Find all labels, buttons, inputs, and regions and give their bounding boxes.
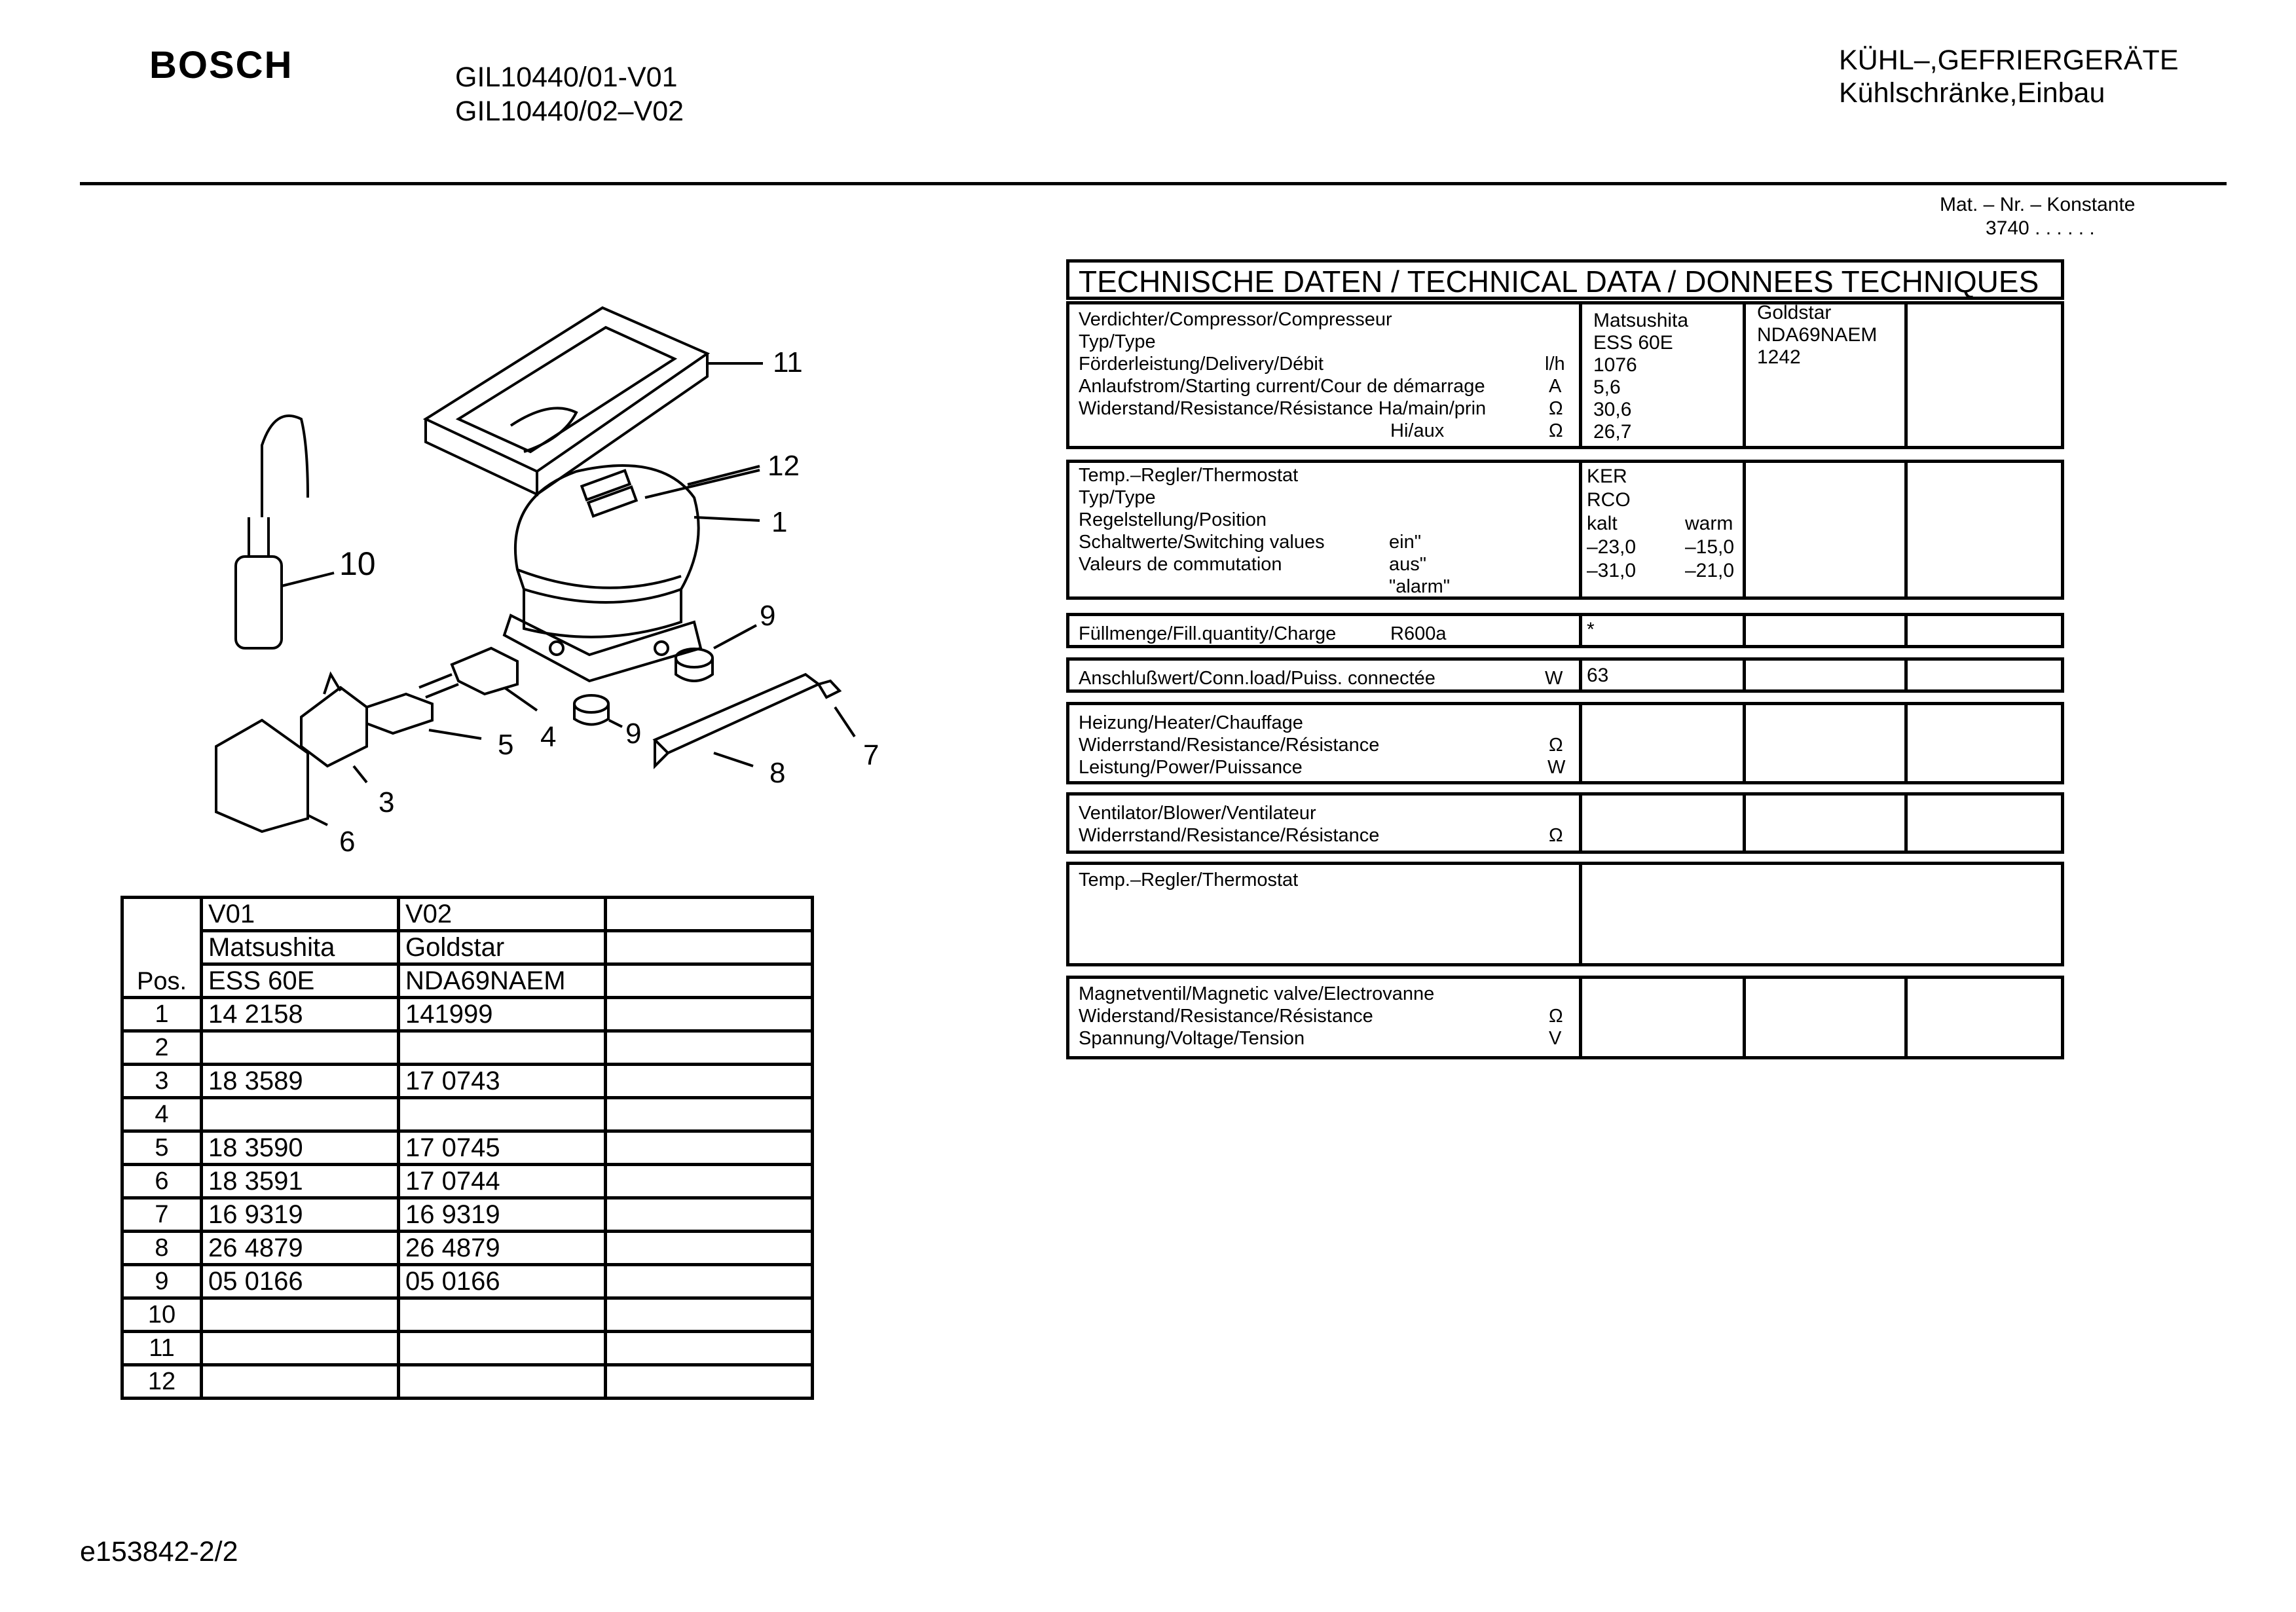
- leader-10: [282, 573, 334, 586]
- header-divider: [80, 182, 2227, 185]
- part-7-clip: [819, 681, 840, 697]
- table-row: 5 18 3590 17 0745: [122, 1131, 813, 1165]
- table-row: 9 05 0166 05 0166: [122, 1265, 813, 1298]
- table-row: 6 18 3591 17 0744: [122, 1165, 813, 1198]
- tech-data-title: TECHNISCHE DATEN / TECHNICAL DATA / DONNEES TECHNIQUES: [1066, 259, 2064, 300]
- leader-1: [694, 517, 760, 521]
- table-row: 2: [122, 1031, 813, 1065]
- callout-10: 10: [339, 545, 376, 582]
- tech-section-magnetic-valve: Magnetventil/Magnetic valve/Electrovanne Widerstand/Resistance/Résistance Spannung/Voltage/Tension Ω V: [1066, 976, 2064, 1059]
- part-1-compressor: [504, 466, 701, 681]
- leader-5: [429, 730, 481, 739]
- callout-6: 6: [339, 826, 356, 858]
- variant-maker: Matsushita: [202, 931, 399, 964]
- empty-cell: [606, 931, 813, 964]
- variant-code: V01: [202, 898, 399, 931]
- leader-7: [835, 707, 855, 737]
- tech-section-connected-load: Anschlußwert/Conn.load/Puiss. connectée W 63: [1066, 657, 2064, 693]
- callout-7: 7: [863, 739, 880, 771]
- category-title: KÜHL–,GEFRIERGERÄTE: [1839, 45, 2179, 76]
- document-id: e153842-2/2: [80, 1536, 238, 1567]
- variant-compressor: ESS 60E: [202, 964, 399, 998]
- empty-cell: [606, 964, 813, 998]
- konstante-value: 3740 . . . . . .: [1986, 217, 2095, 239]
- leader-8: [714, 753, 753, 766]
- table-row: 1 14 2158 141999: [122, 998, 813, 1031]
- category-subtitle: Kühlschränke,Einbau: [1839, 77, 2105, 109]
- leader-4: [504, 687, 537, 710]
- tech-section-thermostat-2: Temp.–Regler/Thermostat: [1066, 862, 2064, 966]
- part-8-mounting-rail: [655, 674, 819, 766]
- callout-4: 4: [540, 721, 557, 753]
- leader-6: [308, 815, 327, 825]
- tech-section-heater: Heizung/Heater/Chauffage Widerrstand/Resistance/Résistance Leistung/Power/Puissance Ω W: [1066, 702, 2064, 784]
- konstante-label: Mat. – Nr. – Konstante: [1940, 194, 2136, 215]
- callout-9a: 9: [760, 600, 776, 632]
- exploded-parts-diagram: [183, 288, 917, 877]
- part-6-relay-cover: [216, 720, 308, 832]
- brand-logo: BOSCH: [149, 44, 293, 86]
- callout-12: 12: [768, 450, 800, 482]
- callout-11: 11: [773, 346, 803, 378]
- callout-9b: 9: [625, 718, 642, 750]
- table-row: 3 18 3589 17 0743: [122, 1065, 813, 1098]
- tech-section-fan: Ventilator/Blower/Ventilateur Widerrstand/Resistance/Résistance Ω: [1066, 792, 2064, 854]
- callout-1: 1: [771, 506, 788, 538]
- callout-8: 8: [769, 757, 786, 789]
- part-5-clips: [367, 674, 458, 733]
- leader-12b: [645, 470, 760, 498]
- table-row: 8 26 4879 26 4879: [122, 1232, 813, 1265]
- table-row: 7 16 9319 16 9319: [122, 1198, 813, 1232]
- variant-maker: Goldstar: [399, 931, 606, 964]
- table-row: 10: [122, 1298, 813, 1332]
- parts-table: [120, 896, 814, 1400]
- part-4-bracket: [452, 648, 517, 694]
- variant-code: V02: [399, 898, 606, 931]
- tech-section-thermostat: Temp.–Regler/Thermostat Typ/Type Regelstellung/Position Schaltwerte/Switching values Valeurs de commutation ein" aus" "alarm" KER RCO kalt warm –23,0 –15,0 –31,0 –21,0: [1066, 460, 2064, 600]
- variant-compressor: NDA69NAEM: [399, 964, 606, 998]
- leader-9b: [609, 720, 622, 727]
- table-row: 12: [122, 1365, 813, 1399]
- empty-cell: [606, 898, 813, 931]
- pos-header: Pos.: [122, 898, 202, 998]
- part-9-grommet-b: [574, 695, 608, 725]
- leader-12a: [688, 466, 760, 485]
- part-11-drip-tray: [426, 308, 707, 494]
- leader-3: [354, 766, 367, 782]
- tech-section-fill-quantity: Füllmenge/Fill.quantity/Charge R600a *: [1066, 613, 2064, 648]
- part-3-starting-relay: [301, 674, 367, 766]
- callout-5: 5: [498, 729, 514, 761]
- table-row: 4: [122, 1098, 813, 1131]
- part-10-start-capacitor: [236, 416, 308, 648]
- callout-3: 3: [379, 786, 395, 818]
- model-number-1: GIL10440/01-V01: [455, 62, 678, 93]
- model-number-2: GIL10440/02–V02: [455, 96, 684, 127]
- table-row: 11: [122, 1332, 813, 1365]
- leader-9a: [714, 625, 756, 648]
- tech-section-compressor: Verdichter/Compressor/Compresseur Typ/Type Förderleistung/Delivery/Débit Anlaufstrom/Starting current/Cour de démarrage Widerstand/Resistance/Résistance Ha/main/prin Hi/aux l/h A Ω Ω Matsushita ESS 60E 1076 5,6 30,6 26,7 Goldstar NDA69NAEM 1242: [1066, 301, 2064, 449]
